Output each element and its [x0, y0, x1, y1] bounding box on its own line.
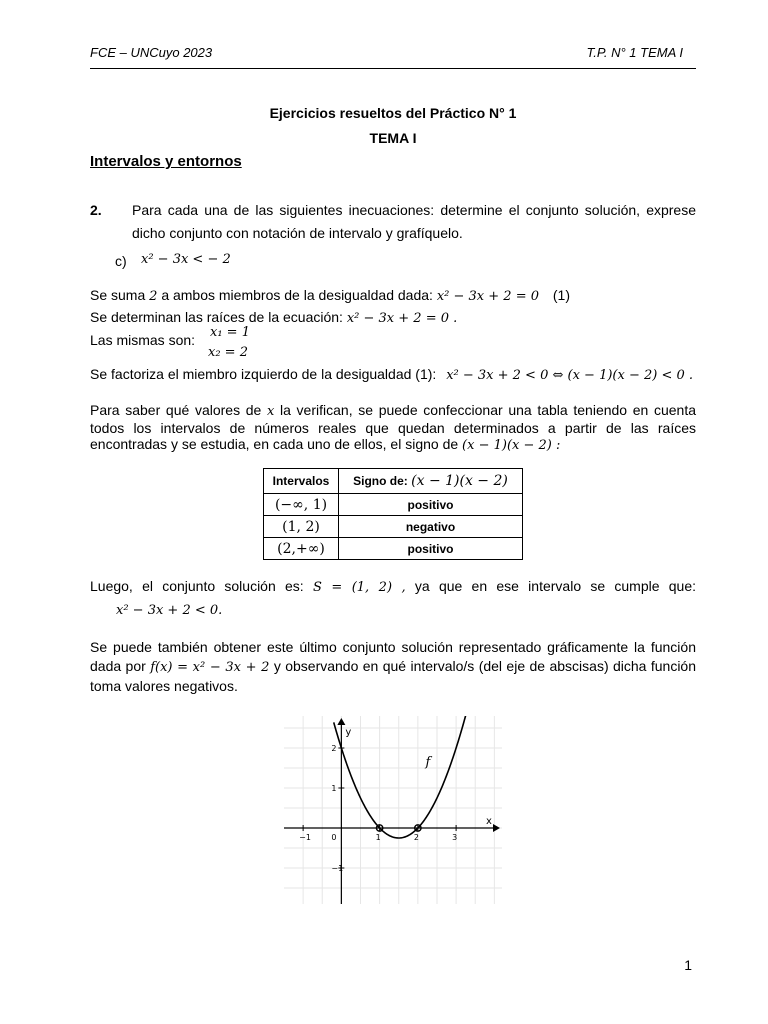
step1-ref: (1): [552, 287, 571, 303]
para1-line3: encontradas y se estudia, en cada uno de ellos, el signo de: [90, 436, 459, 452]
table-header-intervals: Intervalos: [264, 469, 339, 494]
step1-expr: x² − 3x + 2 = 0: [436, 289, 539, 304]
header-rule: [90, 68, 696, 69]
item-label: c): [115, 253, 127, 269]
exercise-number: 2.: [90, 202, 102, 218]
root-2: x₂ = 2: [208, 345, 248, 360]
page-title: Ejercicios resueltos del Práctico N° 1: [269, 105, 517, 121]
step2: [90, 309, 457, 326]
para2-line1: Se puede también obtener este último conjunto solución representado gráficamente la función: [90, 639, 696, 655]
item-expression: x² − 3x < − 2: [141, 252, 231, 267]
conclusion-text1: Luego, el conjunto solución es:: [90, 578, 304, 594]
x-tick-label: 3: [452, 833, 458, 842]
page-subtitle: TEMA I: [369, 130, 417, 146]
para2-line2b: y observando en qué intervalo/s (del eje de abscisas) dicha función: [273, 658, 697, 674]
para1-line1a: Para saber qué valores de: [90, 402, 262, 418]
table-header-sign: [339, 469, 523, 494]
step1-text2: a ambos miembros de la desigualdad dada:: [161, 287, 433, 303]
table-header-row: [264, 469, 523, 494]
table-header-sign-label: Signo de:: [353, 474, 408, 488]
table-row: [264, 494, 523, 516]
table-row-interval: (−∞, 1): [264, 494, 339, 516]
exercise-text-2: dicho conjunto con notación de intervalo y grafíquelo.: [132, 225, 463, 241]
para1-line1b: la verifican, se puede confeccionar una tabla teniendo en cuenta: [280, 402, 697, 418]
x-tick-label: −1: [299, 833, 311, 842]
curve-label: f: [425, 755, 431, 770]
y-tick-label: −1: [331, 864, 344, 873]
step4: [90, 366, 693, 383]
table-row: [264, 516, 523, 538]
step4-text: Se factoriza el miembro izquierdo de la desigualdad (1):: [90, 366, 437, 382]
y-tick-label: 2: [331, 744, 337, 753]
sign-table: [263, 468, 523, 560]
x-tick-label: 1: [375, 833, 381, 842]
x-tick-label: 0: [331, 833, 337, 842]
step4-expr: x² − 3x + 2 < 0 ⇔ (x − 1)(x − 2) < 0 .: [446, 368, 694, 383]
para2-line3: toma valores negativos.: [90, 678, 238, 694]
x-axis-label: x: [486, 816, 492, 827]
table-row-interval: (1, 2): [264, 516, 339, 538]
conclusion-expr: x² − 3x + 2 < 0.: [116, 603, 223, 618]
para1-line2: todos los intervalos de números reales que quedan determinados a partir de las raíces: [90, 420, 696, 436]
function-graph: [284, 716, 502, 904]
para2-line2a: dada por: [90, 658, 146, 674]
table-row-sign: positivo: [339, 494, 523, 516]
root-1: x₁ = 1: [210, 325, 250, 340]
para1-var: x: [266, 404, 275, 419]
para2-expr: f(x) = x² − 3x + 2: [150, 660, 270, 675]
section-title: Intervalos y entornos: [90, 153, 242, 170]
table-row-interval: (2,+∞): [264, 538, 339, 560]
y-tick-label: 1: [331, 784, 337, 793]
table-row: [264, 538, 523, 560]
step2-text: Se determinan las raíces de la ecuación:: [90, 309, 343, 325]
conclusion-set: S = (1, 2) ,: [312, 580, 406, 595]
paragraph-table-intro: [90, 402, 696, 454]
paragraph-graph-intro: [90, 638, 696, 696]
conclusion-line: [90, 578, 696, 595]
step3-text: Las mismas son:: [90, 332, 196, 348]
step1-text: Se suma: [90, 287, 146, 303]
page-number: 1: [684, 957, 692, 973]
header-right: T.P. N° 1 TEMA I: [586, 45, 683, 60]
step1-num: 2: [149, 289, 158, 304]
header-left: FCE – UNCuyo 2023: [90, 45, 213, 60]
table-header-expr: (x − 1)(x − 2): [411, 473, 508, 489]
x-tick-label: 2: [413, 833, 419, 842]
exercise-text-1: Para cada una de las siguientes inecuaciones: determine el conjunto solución, exprese: [132, 202, 696, 218]
para1-line3-expr: (x − 1)(x − 2) :: [462, 438, 561, 453]
table-row-sign: positivo: [339, 538, 523, 560]
y-axis-label: y: [345, 727, 352, 738]
table-row-sign: negativo: [339, 516, 523, 538]
conclusion-text2: ya que en ese intervalo se cumple que:: [414, 578, 697, 594]
step1: [90, 287, 570, 304]
step2-expr: x² − 3x + 2 = 0 .: [346, 311, 458, 326]
